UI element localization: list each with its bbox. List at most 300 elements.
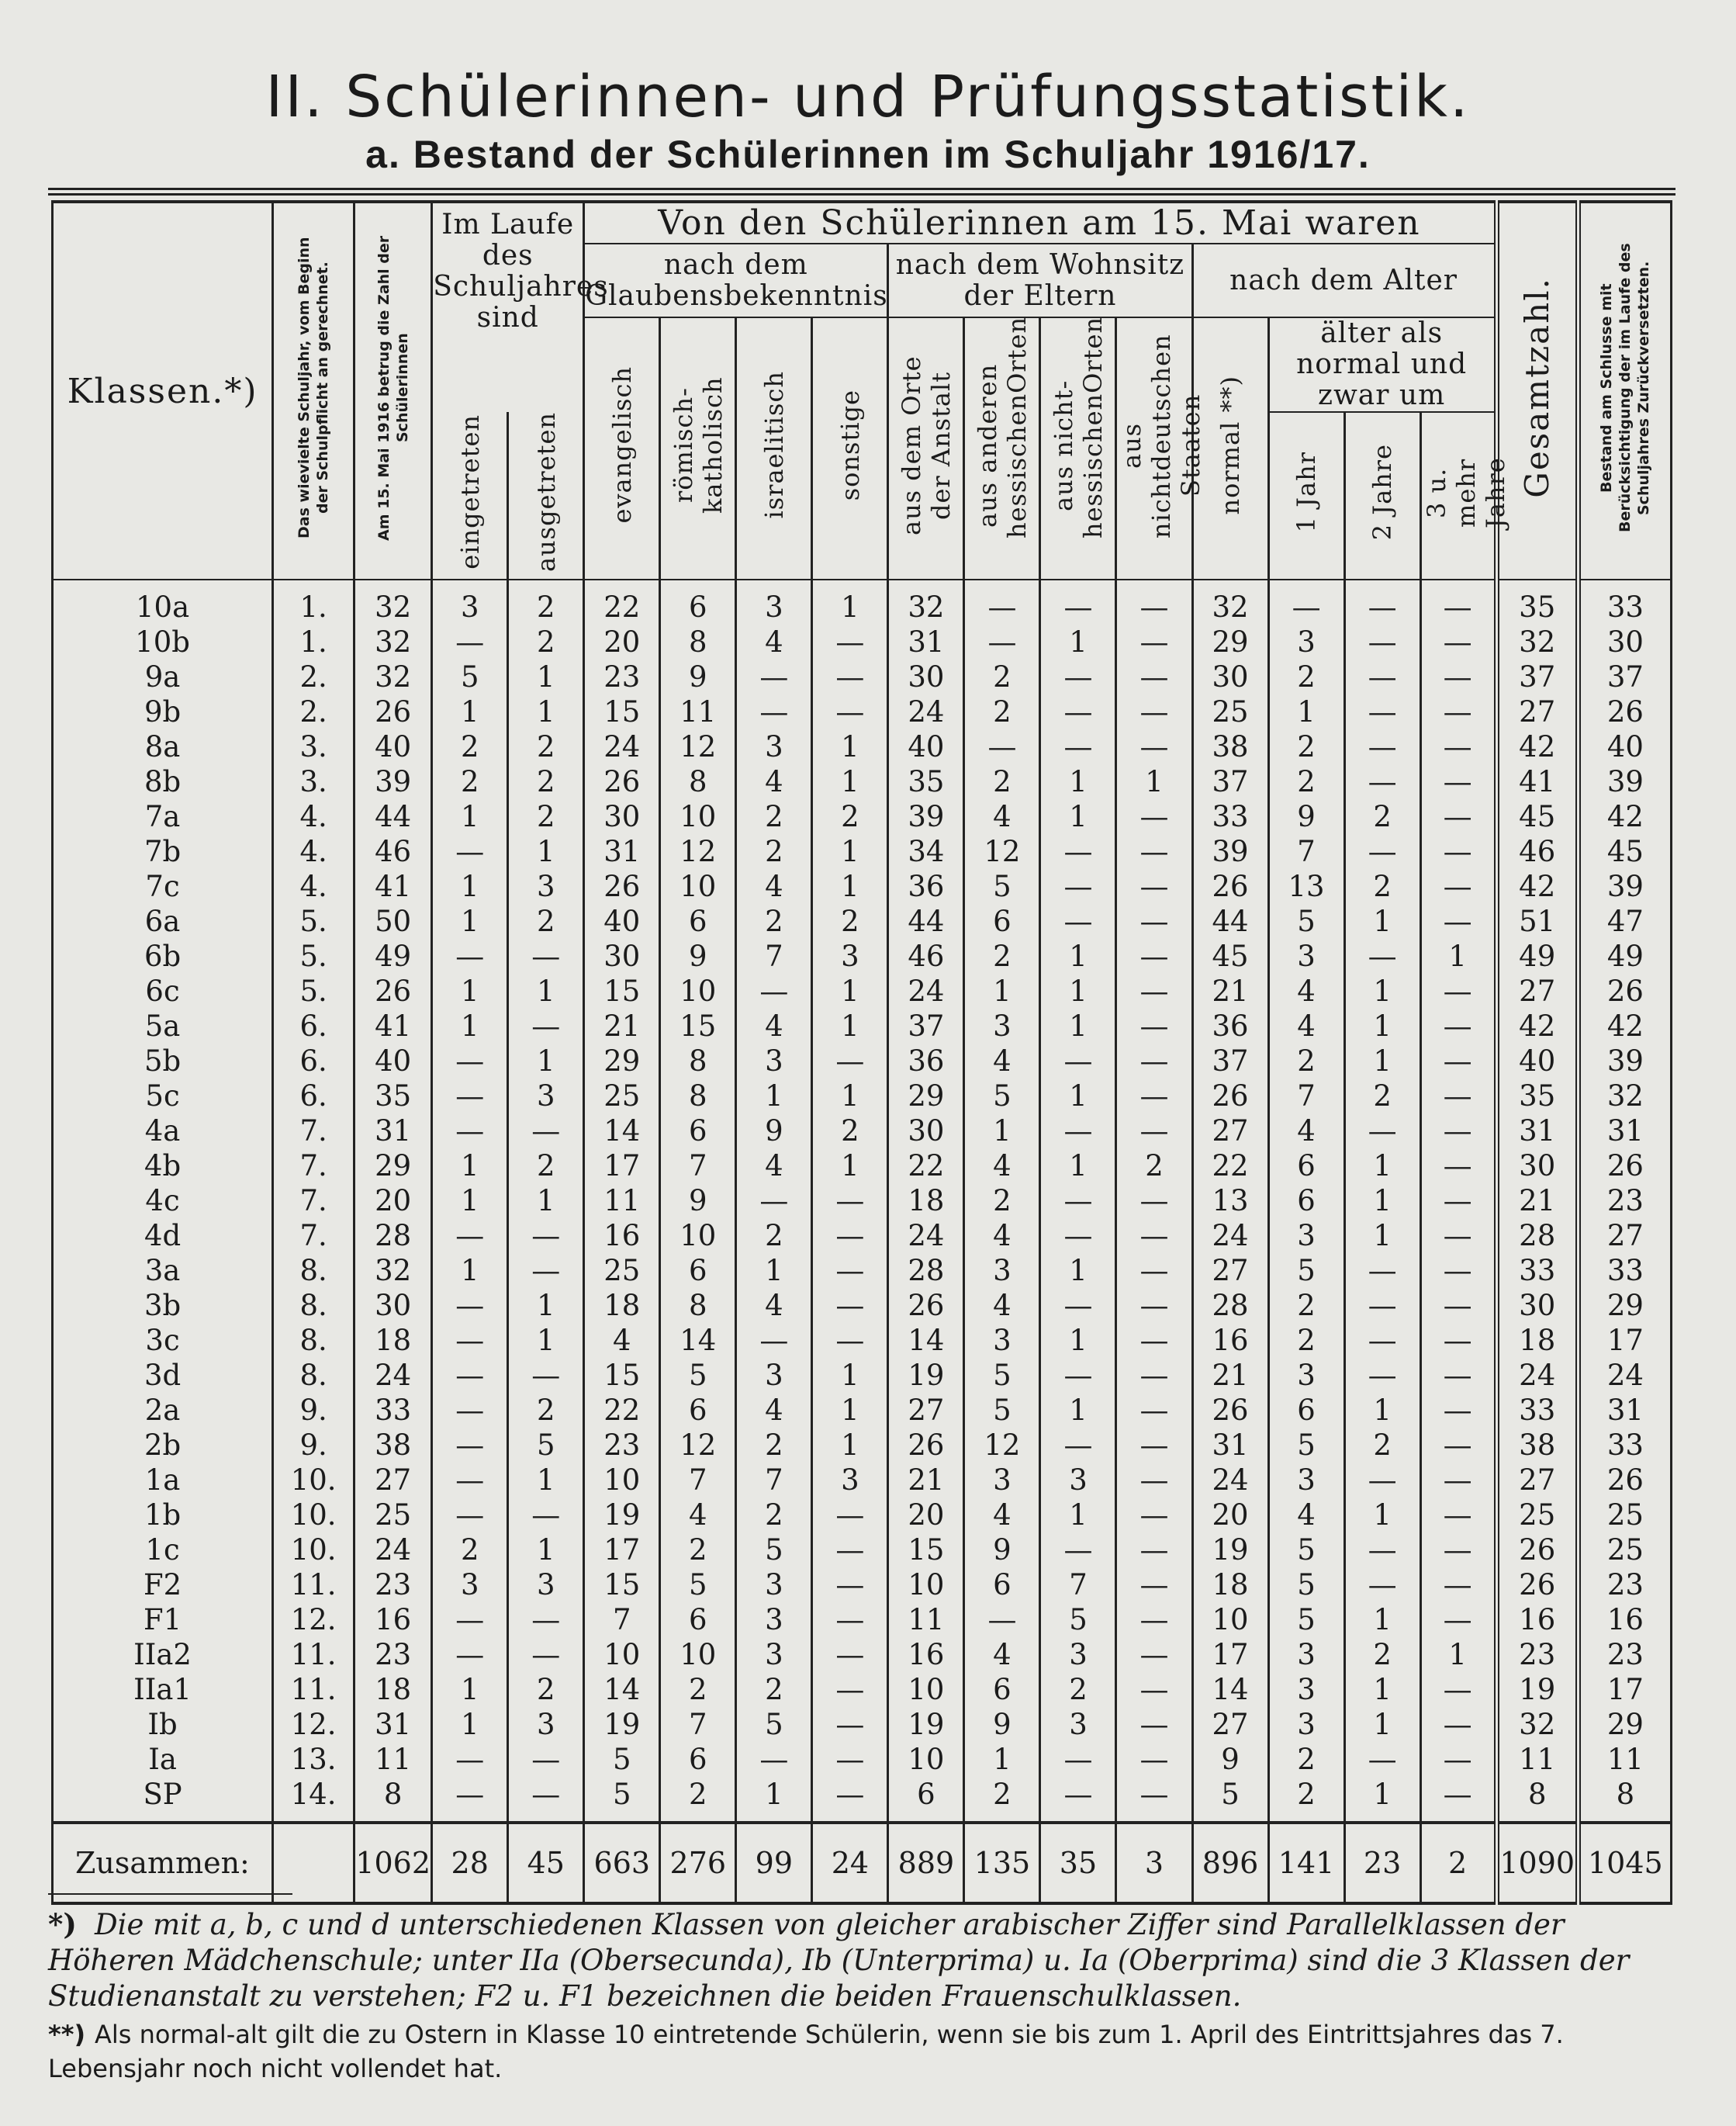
header-schuljahr: Das wievielte Schuljahr, vom Beginn der Schulpflicht an gerechnet. <box>273 202 354 580</box>
table-cell: 3 <box>964 1009 1040 1044</box>
table-cell: 5 <box>584 1742 660 1777</box>
table-cell: 12 <box>660 834 736 869</box>
table-cell: 27 <box>888 1393 964 1428</box>
header-aelter: älter als normal und zwar um <box>1268 317 1496 412</box>
table-cell: 14 <box>888 1323 964 1358</box>
table-cell: — <box>1116 1218 1192 1253</box>
table-cell: 2 <box>660 1672 736 1707</box>
table-cell: 26 <box>1496 1532 1578 1567</box>
table-cell: 8 <box>660 1079 736 1113</box>
table-cell: 28 <box>888 1253 964 1288</box>
table-cell: 41 <box>354 1009 432 1044</box>
table-cell: — <box>1420 1288 1496 1323</box>
table-row <box>53 580 1672 625</box>
table-cell: 3 <box>432 580 508 625</box>
table-cell: 32 <box>354 625 432 660</box>
table-cell: — <box>508 1253 584 1288</box>
table-cell: 44 <box>1192 904 1268 939</box>
table-cell: 1 <box>432 974 508 1009</box>
table-cell: 1 <box>1040 974 1116 1009</box>
table-cell: 24 <box>1192 1218 1268 1253</box>
table-cell: 3 <box>964 1323 1040 1358</box>
table-cell: — <box>1420 1393 1496 1428</box>
table-cell: 29 <box>1192 625 1268 660</box>
table-cell: 1 <box>1344 1148 1420 1183</box>
table-cell: 1 <box>1344 904 1420 939</box>
table-cell: 1 <box>812 974 888 1009</box>
table-cell: — <box>1420 1428 1496 1463</box>
table-cell: 31 <box>1578 1393 1671 1428</box>
table-cell: 1 <box>1344 1602 1420 1637</box>
table-row <box>53 1707 1672 1742</box>
table-cell: 6 <box>1268 1148 1344 1183</box>
table-cell: 22 <box>888 1148 964 1183</box>
table-cell: 32 <box>888 580 964 625</box>
table-cell: 4 <box>1268 1009 1344 1044</box>
table-row <box>53 1253 1672 1288</box>
table-cell: 26 <box>1578 1148 1671 1183</box>
table-cell: 7 <box>1268 1079 1344 1113</box>
table-cell: 2 <box>1344 1637 1420 1672</box>
table-cell: — <box>1420 1567 1496 1602</box>
table-cell: 10 <box>660 1637 736 1672</box>
table-row <box>53 1637 1672 1672</box>
table-cell: 1 <box>432 1009 508 1044</box>
table-cell: — <box>508 1113 584 1148</box>
table-cell: 1 <box>1040 1079 1116 1113</box>
table-cell: 15 <box>584 974 660 1009</box>
table-cell: 20 <box>888 1498 964 1532</box>
table-cell: 2 <box>736 834 812 869</box>
table-cell: 19 <box>584 1498 660 1532</box>
table-cell: 35 <box>1496 1079 1578 1113</box>
table-cell: — <box>1420 1009 1496 1044</box>
table-cell: 1 <box>812 834 888 869</box>
table-cell: 4 <box>736 1148 812 1183</box>
table-row <box>53 1672 1672 1707</box>
table-cell: 2 <box>812 1113 888 1148</box>
table-cell: 7. <box>273 1218 354 1253</box>
table-cell: 1 <box>1344 1218 1420 1253</box>
table-cell: — <box>1040 660 1116 694</box>
table-cell: — <box>432 1044 508 1079</box>
table-cell: 16 <box>584 1218 660 1253</box>
table-cell: 3 <box>1268 625 1344 660</box>
class-cell: 6b <box>53 939 273 974</box>
table-cell: 3 <box>1268 1707 1344 1742</box>
table-cell: 40 <box>1496 1044 1578 1079</box>
table-cell: 1 <box>736 1777 812 1823</box>
table-cell: 17 <box>1192 1637 1268 1672</box>
table-cell: 3 <box>736 1358 812 1393</box>
header-klassen: Klassen.*) <box>53 202 273 580</box>
table-cell: 10. <box>273 1498 354 1532</box>
footnote-2-text: Als normal-alt gilt die zu Ostern in Klasse 10 eintretende Schülerin, wenn sie bis zum 1. April des Eintrittsjahres das 7. Lebensjahr noch nicht vollendet hat. <box>48 2020 1564 2083</box>
table-cell: — <box>964 625 1040 660</box>
table-cell: — <box>812 1253 888 1288</box>
table-cell: 8 <box>660 1044 736 1079</box>
table-cell: 7 <box>1268 834 1344 869</box>
table-cell: — <box>812 1637 888 1672</box>
table-cell: 26 <box>584 869 660 904</box>
table-cell: 1 <box>432 1707 508 1742</box>
table-cell: 11 <box>1496 1742 1578 1777</box>
class-cell: 3c <box>53 1323 273 1358</box>
table-cell: 45 <box>1496 799 1578 834</box>
table-cell: — <box>1040 1044 1116 1079</box>
table-cell: 1 <box>964 974 1040 1009</box>
table-cell: 8. <box>273 1253 354 1288</box>
table-cell: 38 <box>1192 729 1268 764</box>
table-cell: 4 <box>736 625 812 660</box>
table-cell: 5 <box>1268 1428 1344 1463</box>
table-cell: 22 <box>584 1393 660 1428</box>
table-cell: 4. <box>273 799 354 834</box>
table-cell: — <box>1116 1393 1192 1428</box>
table-cell: 7 <box>660 1148 736 1183</box>
table-cell: 37 <box>1192 764 1268 799</box>
table-cell: 9 <box>1192 1742 1268 1777</box>
class-cell: 8b <box>53 764 273 799</box>
table-cell: 30 <box>1496 1288 1578 1323</box>
table-cell: 4. <box>273 869 354 904</box>
table-cell: 7. <box>273 1183 354 1218</box>
table-cell: 4 <box>964 1218 1040 1253</box>
table-cell: 19 <box>888 1358 964 1393</box>
table-cell: — <box>1420 660 1496 694</box>
table-cell: 39 <box>1192 834 1268 869</box>
table-cell: 5 <box>964 1358 1040 1393</box>
table-row <box>53 1113 1672 1148</box>
table-cell: 49 <box>354 939 432 974</box>
table-cell: 23 <box>354 1567 432 1602</box>
table-body <box>53 580 1672 1823</box>
table-cell: 32 <box>354 580 432 625</box>
table-cell: 5 <box>584 1777 660 1823</box>
table-cell: 8 <box>354 1777 432 1823</box>
table-cell: 4 <box>736 1288 812 1323</box>
table-cell: 4 <box>964 1288 1040 1323</box>
table-cell: 1 <box>964 1113 1040 1148</box>
table-cell: 1 <box>812 1148 888 1183</box>
table-row <box>53 1428 1672 1463</box>
table-cell: 6 <box>660 1393 736 1428</box>
table-cell: 30 <box>1496 1148 1578 1183</box>
page-subtitle: a. Bestand der Schülerinnen im Schuljahr 1916/17. <box>365 133 1371 176</box>
table-cell: — <box>508 1009 584 1044</box>
table-cell: 6 <box>964 904 1040 939</box>
table-cell: 25 <box>1496 1498 1578 1532</box>
table-cell: 18 <box>354 1672 432 1707</box>
table-cell: 19 <box>1496 1672 1578 1707</box>
table-cell: 2 <box>736 1428 812 1463</box>
table-cell: — <box>1040 904 1116 939</box>
table-cell: 1 <box>1040 1323 1116 1358</box>
table-cell: 40 <box>354 729 432 764</box>
table-cell: 7 <box>584 1602 660 1637</box>
table-cell: 24 <box>888 974 964 1009</box>
table-row <box>53 799 1672 834</box>
table-cell: — <box>1040 869 1116 904</box>
table-cell: 14 <box>584 1672 660 1707</box>
table-cell: 7 <box>660 1707 736 1742</box>
table-cell: 2 <box>508 729 584 764</box>
table-cell: — <box>1344 1323 1420 1358</box>
table-cell: 2 <box>432 764 508 799</box>
table-cell: 3 <box>1268 1637 1344 1672</box>
table-cell: 3 <box>736 1567 812 1602</box>
table-cell: — <box>1344 1567 1420 1602</box>
table-cell: 32 <box>1578 1079 1671 1113</box>
table-cell: 30 <box>584 939 660 974</box>
table-cell: 2 <box>508 764 584 799</box>
table-cell: 6 <box>660 1742 736 1777</box>
table-cell: 11 <box>660 694 736 729</box>
table-cell: 22 <box>1192 1148 1268 1183</box>
header-bestand: Bestand am Schlusse mit Berücksichtigung der im Laufe des Schuljahres Zurückversetzten. <box>1578 202 1671 580</box>
table-row <box>53 1567 1672 1602</box>
table-cell: 6 <box>964 1567 1040 1602</box>
table-cell: 33 <box>1578 1428 1671 1463</box>
table-cell: — <box>1116 834 1192 869</box>
table-cell: 1 <box>812 1393 888 1428</box>
table-row <box>53 1463 1672 1498</box>
table-cell: 15 <box>660 1009 736 1044</box>
table-cell: 25 <box>584 1079 660 1113</box>
table-row <box>53 939 1672 974</box>
table-cell: 19 <box>888 1707 964 1742</box>
table-cell: — <box>432 1463 508 1498</box>
table-cell: — <box>1420 869 1496 904</box>
table-cell: 47 <box>1578 904 1671 939</box>
table-cell: 7. <box>273 1148 354 1183</box>
table-cell: 1 <box>812 729 888 764</box>
table-cell: 50 <box>354 904 432 939</box>
table-cell: 12. <box>273 1602 354 1637</box>
table-cell: 30 <box>584 799 660 834</box>
table-row <box>53 1602 1672 1637</box>
table-cell: 29 <box>354 1148 432 1183</box>
class-cell: 3d <box>53 1358 273 1393</box>
table-row <box>53 1393 1672 1428</box>
table-cell: 1 <box>508 1044 584 1079</box>
table-cell: 2 <box>1344 799 1420 834</box>
table-cell: 28 <box>1192 1288 1268 1323</box>
table-cell: 20 <box>584 625 660 660</box>
table-cell: — <box>1420 834 1496 869</box>
table-cell: 31 <box>888 625 964 660</box>
class-cell: 3a <box>53 1253 273 1288</box>
table-cell: — <box>964 1602 1040 1637</box>
table-cell: 29 <box>584 1044 660 1079</box>
table-cell: — <box>432 1079 508 1113</box>
table-cell: — <box>964 729 1040 764</box>
table-cell: 13. <box>273 1742 354 1777</box>
table-cell: 2 <box>508 1393 584 1428</box>
total-label: Zusammen: <box>53 1823 273 1903</box>
table-cell: 1 <box>1040 1148 1116 1183</box>
table-row <box>53 625 1672 660</box>
table-cell: 11 <box>354 1742 432 1777</box>
table-row <box>53 904 1672 939</box>
table-cell: 2 <box>1268 1323 1344 1358</box>
table-cell: 21 <box>1192 974 1268 1009</box>
table-cell: 1 <box>1040 1498 1116 1532</box>
table-row <box>53 1044 1672 1079</box>
class-cell: 1c <box>53 1532 273 1567</box>
table-cell: 1 <box>1040 1393 1116 1428</box>
class-cell: 8a <box>53 729 273 764</box>
table-cell: — <box>1116 1742 1192 1777</box>
table-cell: 10 <box>660 869 736 904</box>
table-cell: 11. <box>273 1567 354 1602</box>
table-cell: 5. <box>273 904 354 939</box>
table-cell: 2 <box>1268 1288 1344 1323</box>
table-cell: 24 <box>1578 1358 1671 1393</box>
footnote-rule <box>48 1893 292 1895</box>
class-cell: F1 <box>53 1602 273 1637</box>
class-cell: Ib <box>53 1707 273 1742</box>
table-cell: 2 <box>660 1532 736 1567</box>
table-cell: — <box>1116 799 1192 834</box>
table-cell: 5 <box>432 660 508 694</box>
table-cell: 1 <box>432 904 508 939</box>
table-cell: 49 <box>1578 939 1671 974</box>
class-cell: 2a <box>53 1393 273 1428</box>
table-cell: 9. <box>273 1393 354 1428</box>
table-cell: 30 <box>1192 660 1268 694</box>
table-cell: — <box>1116 1463 1192 1498</box>
table-cell: — <box>1344 1463 1420 1498</box>
table-cell: — <box>1116 1358 1192 1393</box>
table-cell: — <box>812 1707 888 1742</box>
table-cell: 24 <box>584 729 660 764</box>
footnote-1 <box>48 1906 1685 2014</box>
table-cell: 5. <box>273 974 354 1009</box>
table-cell: 3 <box>1268 1463 1344 1498</box>
table-cell: 5 <box>964 869 1040 904</box>
table-cell: — <box>508 1358 584 1393</box>
table-cell: — <box>1116 625 1192 660</box>
table-cell: — <box>812 1498 888 1532</box>
table-cell: — <box>812 1602 888 1637</box>
table-cell: — <box>1344 1742 1420 1777</box>
table-cell: 5 <box>1268 1532 1344 1567</box>
table-cell: 12 <box>964 834 1040 869</box>
table-cell: — <box>432 1602 508 1637</box>
table-cell: 2 <box>812 799 888 834</box>
table-cell: — <box>508 1602 584 1637</box>
table-cell: 35 <box>888 764 964 799</box>
table-cell: 2 <box>736 1218 812 1253</box>
table-cell: 2 <box>1268 764 1344 799</box>
table-cell: 12 <box>964 1428 1040 1463</box>
table-cell: — <box>1116 1253 1192 1288</box>
table-cell: 30 <box>354 1288 432 1323</box>
header-eingetreten: eingetreten <box>432 412 508 580</box>
table-cell: 1 <box>1040 625 1116 660</box>
table-cell: — <box>1116 1428 1192 1463</box>
table-cell: — <box>736 1183 812 1218</box>
table-cell: 25 <box>1578 1532 1671 1567</box>
table-cell: 6 <box>964 1672 1040 1707</box>
table-cell: — <box>1116 694 1192 729</box>
table-cell: 42 <box>1496 1009 1578 1044</box>
table-cell: 3 <box>508 869 584 904</box>
table-cell: — <box>1344 1253 1420 1288</box>
table-cell: 38 <box>1496 1428 1578 1463</box>
table-cell: 26 <box>1496 1567 1578 1602</box>
table-cell: 8 <box>1578 1777 1671 1823</box>
table-cell: 23 <box>354 1637 432 1672</box>
table-cell: 9 <box>660 660 736 694</box>
table-cell: 1 <box>1040 1009 1116 1044</box>
table-cell: 40 <box>888 729 964 764</box>
table-cell: 27 <box>354 1463 432 1498</box>
table-cell: — <box>1116 1288 1192 1323</box>
table-cell: — <box>432 939 508 974</box>
table-cell: 34 <box>888 834 964 869</box>
table-cell: — <box>1344 729 1420 764</box>
table-cell: 40 <box>1578 729 1671 764</box>
table-cell: 15 <box>584 1567 660 1602</box>
class-cell: 1a <box>53 1463 273 1498</box>
table-row <box>53 1498 1672 1532</box>
table-cell: 2 <box>508 799 584 834</box>
table-cell: 1 <box>736 1253 812 1288</box>
table-cell: 4 <box>1268 1113 1344 1148</box>
table-cell: 2 <box>1268 1777 1344 1823</box>
table-cell: 1 <box>1344 1707 1420 1742</box>
table-cell: 33 <box>354 1393 432 1428</box>
table-cell: 2 <box>964 939 1040 974</box>
table-cell: 1 <box>508 1463 584 1498</box>
table-cell: 10 <box>660 799 736 834</box>
table-cell: — <box>1116 580 1192 625</box>
table-cell: 1 <box>736 1079 812 1113</box>
table-cell: 1 <box>812 580 888 625</box>
table-cell: 31 <box>1496 1113 1578 1148</box>
table-cell: 4 <box>660 1498 736 1532</box>
table-cell: 2. <box>273 660 354 694</box>
table-cell: 23 <box>1578 1567 1671 1602</box>
table-cell: 30 <box>888 1113 964 1148</box>
table-cell: 12. <box>273 1707 354 1742</box>
table-cell: — <box>1116 904 1192 939</box>
header-jahr1: 1 Jahr <box>1268 412 1344 580</box>
table-cell: — <box>1420 1253 1496 1288</box>
table-cell: — <box>1116 1672 1192 1707</box>
table-cell: — <box>736 694 812 729</box>
table-cell: 5 <box>736 1707 812 1742</box>
table-cell: — <box>1116 1637 1192 1672</box>
table-cell: 10 <box>888 1567 964 1602</box>
table-cell: 1 <box>1040 799 1116 834</box>
table-cell: 10 <box>584 1637 660 1672</box>
table-cell: 40 <box>584 904 660 939</box>
table-cell: 9. <box>273 1428 354 1463</box>
table-cell: — <box>432 1428 508 1463</box>
table-cell: 18 <box>1496 1323 1578 1358</box>
table-cell: 23 <box>1578 1637 1671 1672</box>
table-cell: — <box>1420 1742 1496 1777</box>
class-cell: F2 <box>53 1567 273 1602</box>
table-cell: — <box>1420 1113 1496 1148</box>
table-cell: 26 <box>1192 1393 1268 1428</box>
table-row <box>53 1323 1672 1358</box>
table-cell: 42 <box>1578 1009 1671 1044</box>
table-cell: 26 <box>1192 869 1268 904</box>
